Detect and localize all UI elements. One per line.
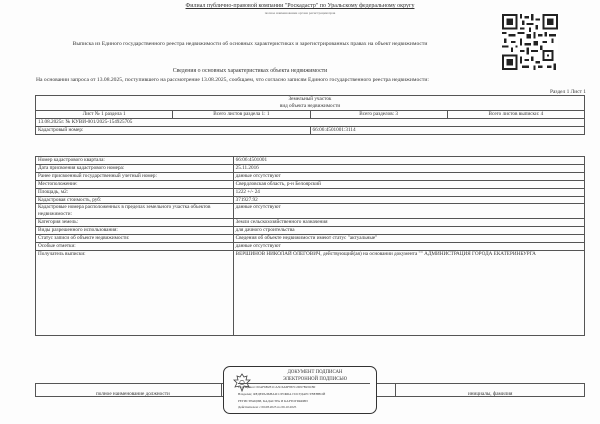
property-label: Площадь, м2:	[36, 188, 234, 196]
property-label: Ранее присвоенный государственный учетный номер:	[36, 172, 234, 180]
stamp-owner: Владелец: ФЕДЕРАЛЬНАЯ СЛУЖБА ГОСУДАРСТВЕННОЙ	[238, 392, 326, 396]
property-value: Сведения об объекте недвижимости имеют статус "актуальные"	[233, 235, 584, 243]
section-title: Сведения о основных характеристиках объекта недвижимости	[172, 68, 328, 74]
property-value: 66:06:4501001	[233, 157, 584, 165]
property-label: Кадастровые номера расположенных в пределах земельного участка объектов недвижимости:	[36, 204, 234, 219]
summary-table	[35, 95, 585, 135]
property-label: Местоположение:	[36, 180, 234, 188]
stamp-line2: ЭЛЕКТРОННОЙ ПОДПИСЬЮ	[282, 377, 348, 382]
position-label: полное наименование должности	[96, 391, 170, 397]
property-label: Особые отметки:	[36, 243, 234, 251]
property-label: Виды разрешенного использования:	[36, 227, 234, 235]
sheet-label: Лист № 1 раздела 1	[36, 111, 173, 119]
sections-total: Всего разделов: 3	[310, 111, 447, 119]
property-row	[36, 235, 585, 243]
property-row	[36, 180, 585, 188]
property-value: Земли сельскохозяйственного назначения	[233, 219, 584, 227]
property-value: ВЕРШИНОВ НИКОЛАЙ ОЛЕГОВИЧ, действующий(ая) на основании документа "" АДМИНИСТРАЦИЯ ГОРОДА ЕКАТЕРИНБУРГА	[233, 251, 584, 336]
property-row	[36, 243, 585, 251]
extract-title: Выписка из Единого государственного реестра недвижимости об основных характеристиках и зарегистрированных правах на объект недвижимости	[72, 41, 428, 47]
property-value: 371927.92	[233, 196, 584, 204]
properties-table	[35, 156, 585, 336]
agency-subtitle: полное наименование органа регистрации прав	[264, 11, 336, 15]
object-type: Земельный участок	[288, 96, 332, 102]
stamp-line1: ДОКУМЕНТ ПОДПИСАН	[287, 370, 343, 375]
property-label: Дата присвоения кадастрового номера:	[36, 164, 234, 172]
qr-code-icon	[502, 14, 558, 70]
property-label: Кадастровая стоимость, руб:	[36, 196, 234, 204]
property-label: Получатель выписки:	[36, 251, 234, 336]
agency-name: Филиал публично-правовой компании "Роскадастр" по Уральскому федеральному округу	[185, 3, 415, 9]
request-text: На основании запроса от 13.08.2025, поступившего на рассмотрение 13.08.2025, сообщаем, что согласно записям Единого государственного реестра недвижимости:	[36, 77, 429, 83]
property-row	[36, 164, 585, 172]
object-type-cell	[36, 96, 585, 111]
property-label: Категория земель:	[36, 219, 234, 227]
stamp-validity: Действителен: с 06.08.2025 по 06.10.2025	[238, 405, 297, 409]
property-value: данные отсутствуют	[233, 204, 584, 219]
object-type-note: вид объекта недвижимости	[279, 102, 341, 109]
property-row	[36, 157, 585, 165]
property-value: 1222 +/- 24	[233, 188, 584, 196]
cadastral-value: 66:06:4501001:3114	[310, 126, 585, 134]
property-value: данные отсутствуют	[233, 243, 584, 251]
e-signature-stamp	[223, 366, 377, 414]
property-row	[36, 227, 585, 235]
properties-body	[36, 157, 585, 336]
property-label: Статус записи об объекте недвижимости:	[36, 235, 234, 243]
property-row	[36, 251, 585, 336]
request-number: 13.08.2025г. № КУВИ-001/2025-154925705	[36, 118, 585, 126]
property-row	[36, 204, 585, 219]
property-value: для дачного строительства	[233, 227, 584, 235]
property-value: 25.11.2016	[233, 164, 584, 172]
sheet-info: Раздел 1 Лист 1	[550, 89, 586, 95]
property-value: Свердловская область, р-н Белоярский	[233, 180, 584, 188]
property-value: данные отсутствуют	[233, 172, 584, 180]
property-row	[36, 172, 585, 180]
property-row	[36, 196, 585, 204]
cadastral-label: Кадастровый номер:	[36, 126, 311, 134]
property-row	[36, 188, 585, 196]
sheets-total: Всего листов выписки: 4	[447, 111, 584, 119]
sheets-in-section: Всего листов раздела 1: 1	[173, 111, 310, 119]
initials-label: инициалы, фамилия	[468, 391, 513, 397]
stamp-owner-2: РЕГИСТРАЦИИ, КАДАСТРА И КАРТОГРАФИИ	[238, 399, 308, 403]
property-label: Номер кадастрового квартала:	[36, 157, 234, 165]
property-row	[36, 219, 585, 227]
stamp-certificate: Сертификат: 00AF6B2E1CA3C6A6F867C2D97B2D1B0	[238, 385, 316, 389]
